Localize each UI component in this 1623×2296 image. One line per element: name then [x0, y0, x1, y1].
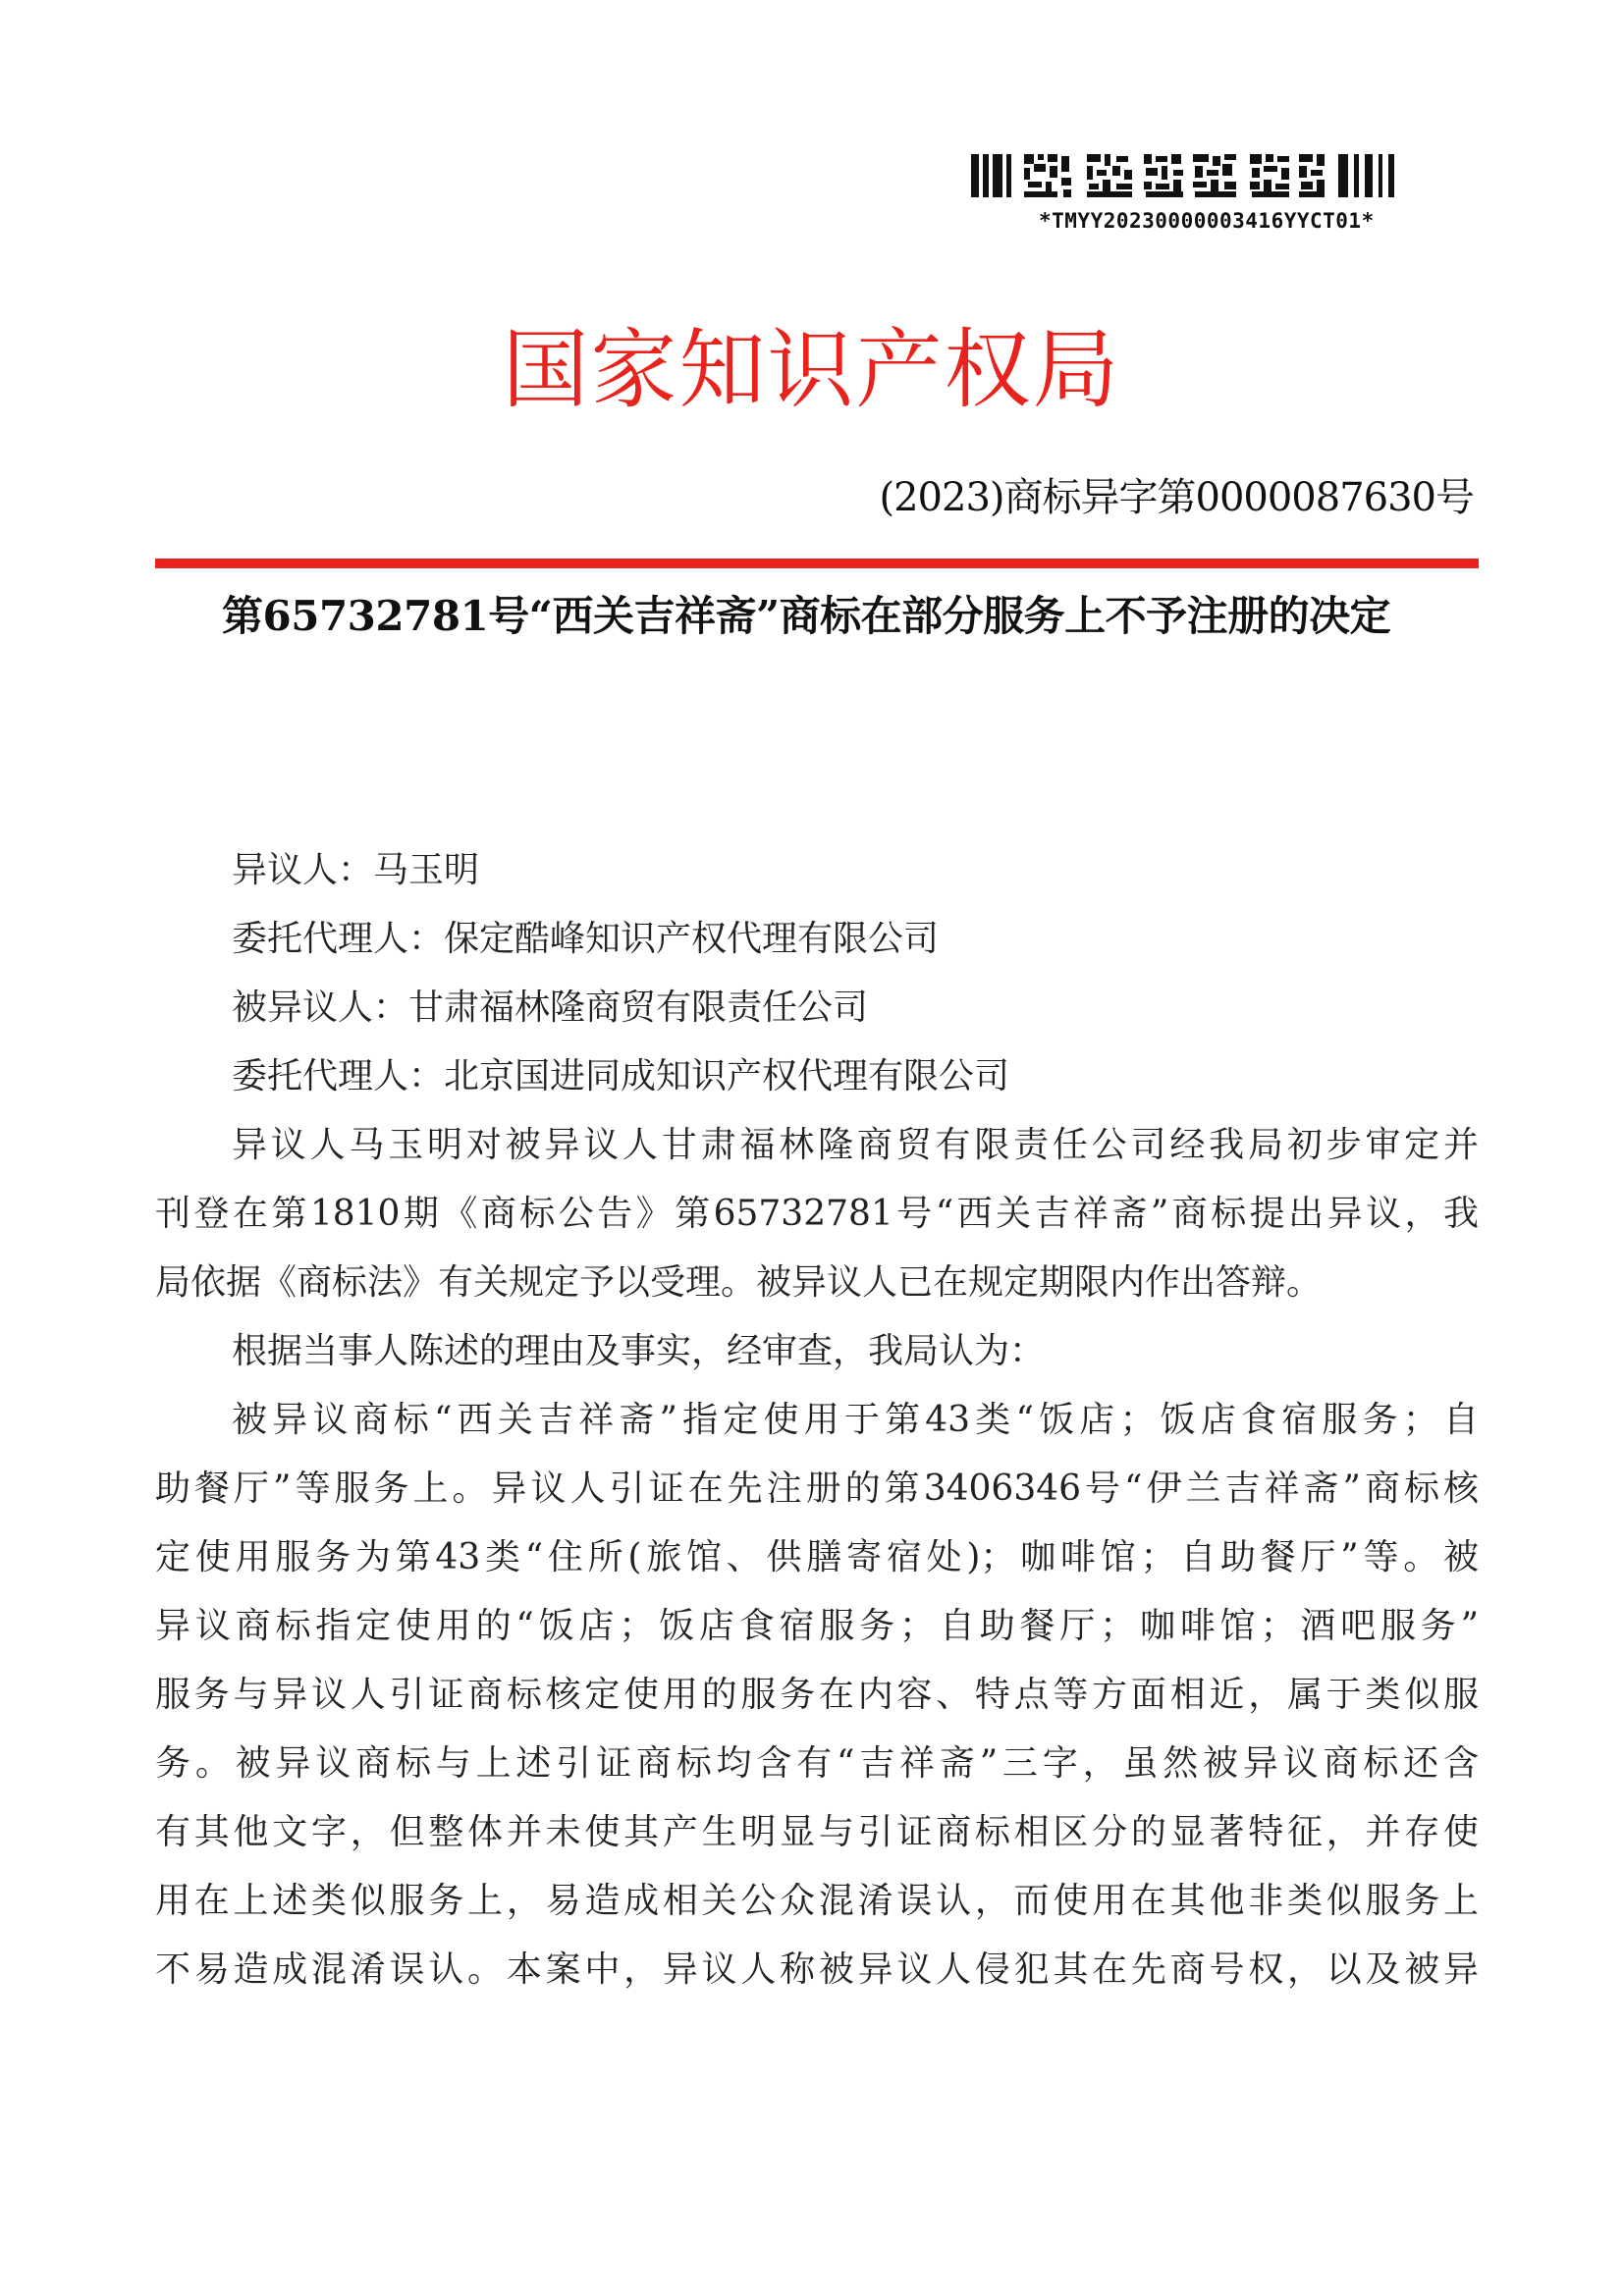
paragraph-line: 用在上述类似服务上，易造成相关公众混淆误认，而使用在其他非类似服务上 — [155, 1881, 1479, 1921]
document-number: (2023)商标异字第0000087630号 — [879, 475, 1474, 520]
paragraph-line: 异议商标指定使用的“饭店；饭店食宿服务；自助餐厅；咖啡馆；酒吧服务” — [155, 1606, 1479, 1646]
agency-title: 国家知识产权局 — [502, 319, 1121, 420]
respondent-line: 被异议人：甘肃福林隆商贸有限责任公司 — [232, 988, 869, 1028]
opponent-agent-line: 委托代理人：保定酷峰知识产权代理有限公司 — [232, 919, 940, 959]
paragraph-line: 刊登在第1810期《商标公告》第65732781号“西关吉祥斋”商标提出异议，我 — [155, 1194, 1479, 1234]
barcode-code-text: *TMYY20230000003416YYCT01* — [1039, 209, 1375, 233]
paragraph-line: 局依据《商标法》有关规定予以受理。被异议人已在规定期限内作出答辩。 — [155, 1262, 1323, 1303]
decision-title: 第65732781号“西关吉祥斋”商标在部分服务上不予注册的决定 — [222, 592, 1391, 640]
paragraph-line: 有其他文字，但整体并未使其产生明显与引证商标相区分的显著特征，并存使 — [155, 1812, 1479, 1852]
paragraph-line: 助餐厅”等服务上。异议人引证在先注册的第3406346号“伊兰吉祥斋”商标核 — [155, 1468, 1479, 1509]
barcode — [955, 142, 1466, 240]
paragraph-line: 定使用服务为第43类“住所(旅馆、供膳寄宿处)；咖啡馆；自助餐厅”等。被 — [155, 1537, 1479, 1577]
paragraph-line: 不易造成混淆误认。本案中，异议人称被异议人侵犯其在先商号权，以及被异 — [155, 1949, 1479, 1990]
barcode-graphic — [969, 152, 1421, 207]
paragraph-line: 根据当事人陈述的理由及事实，经审查，我局认为： — [232, 1331, 1046, 1371]
red-divider — [155, 559, 1479, 568]
paragraph-line: 异议人马玉明对被异议人甘肃福林隆商贸有限责任公司经我局初步审定并 — [232, 1125, 1479, 1165]
respondent-agent-line: 委托代理人：北京国进同成知识产权代理有限公司 — [232, 1056, 1010, 1096]
paragraph-line: 服务与异议人引证商标核定使用的服务在内容、特点等方面相近，属于类似服 — [155, 1675, 1479, 1715]
opponent-line: 异议人：马玉明 — [232, 850, 480, 890]
paragraph-line: 务。被异议商标与上述引证商标均含有“吉祥斋”三字，虽然被异议商标还含 — [155, 1743, 1479, 1784]
decision-body — [155, 836, 1479, 2004]
paragraph-line: 被异议商标“西关吉祥斋”指定使用于第43类“饭店；饭店食宿服务；自 — [232, 1400, 1479, 1440]
